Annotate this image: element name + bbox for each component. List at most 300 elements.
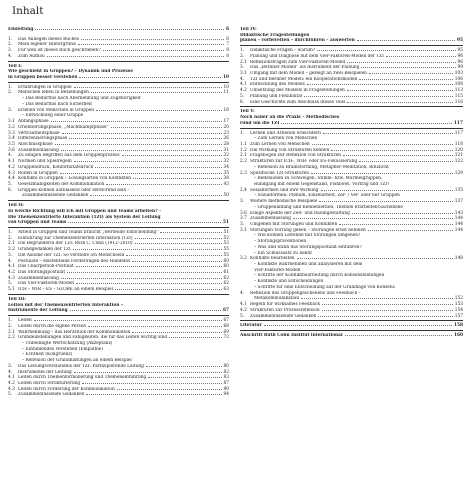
part-heading-text: Teil III: <box>8 296 26 302</box>
entry-title: Das Vier-Faktoren-Modell <box>18 281 75 287</box>
leader-dots <box>321 190 453 191</box>
entry-number: 3.6 <box>240 210 247 216</box>
entry-title: Zusammenfassende Gedanken <box>250 313 317 319</box>
leader-dots <box>73 249 222 250</box>
page-number: 61 <box>223 270 229 276</box>
part-heading <box>240 109 463 126</box>
entry-title: Umsetzung des Modells in Fragestellungen <box>250 88 345 94</box>
entry-title: Planung und Flexibilität <box>250 93 303 99</box>
toc-entry[interactable] <box>240 100 463 106</box>
entry-title: – Entwicklung einer Gruppe <box>22 113 84 119</box>
entry-number: 3. <box>240 65 245 71</box>
entry-title: Rundgang mit einem Gegenstand, Fishbowl, Vortrag und TZI? <box>254 181 390 187</box>
entry-title: Konflikte in Gruppen – Lösungsarten von Konflikten <box>18 176 132 182</box>
entry-number: 4. <box>240 76 245 82</box>
entry-number: 2.2 <box>8 335 15 341</box>
entry-title: Das „Berliner Modell“ als Instrument der Planung <box>250 65 360 71</box>
toc-entry[interactable] <box>8 392 229 398</box>
entry-number: 4.2 <box>8 380 15 386</box>
part-heading-text: planen – vorbereiten – durchführen – auswerten <box>240 38 355 44</box>
page-number: 95 <box>457 48 463 54</box>
toc-entry[interactable] <box>8 193 229 199</box>
entry-title: Leiten <box>18 318 32 324</box>
page-number: 8 <box>226 48 229 54</box>
page-number: 51 <box>223 230 229 235</box>
leader-dots <box>281 123 452 124</box>
entry-title: Störungen Vorrang geben – Störungen ernst nehmen <box>250 227 366 233</box>
entry-number: 4.4 <box>8 176 15 182</box>
entry-title: Grundgedanken der TZI <box>18 247 71 253</box>
entry-number: 4. <box>8 258 13 264</box>
entry-title: Mein eigener Hintergrund <box>18 42 76 48</box>
entry-title: – Was und wann das Störungspostulat einführen? <box>254 244 362 250</box>
leader-dots <box>146 366 222 367</box>
leader-dots <box>68 222 221 223</box>
entry-title: Zusammenfassung <box>18 147 59 153</box>
part-heading-line <box>240 121 463 127</box>
page-number: 62 <box>223 275 229 281</box>
entry-number: 3. <box>8 107 13 113</box>
leader-dots <box>368 230 453 231</box>
page-number: 6 <box>226 36 229 42</box>
entry-number: 4.2 <box>240 88 247 94</box>
leader-dots <box>133 178 222 179</box>
page-number: 11 <box>223 90 229 96</box>
entry-number: 4.1 <box>240 302 247 308</box>
entry-title: Zusammenfassende Gedanken <box>18 392 85 398</box>
entry-number: 2.4 <box>240 187 247 193</box>
entry-number: 1.2 <box>240 147 247 153</box>
section-divider <box>8 227 229 228</box>
entry-title: – Ein Schlusssatz zu nennt <box>254 250 312 256</box>
page-number: 148 <box>454 256 463 262</box>
entry-title: Das Anliegen dieses Buches <box>18 36 79 42</box>
entry-title: Umgehen mit Störungen und Konflikten <box>250 222 338 227</box>
entry-title: – Reflexion zu Brainstorming, Metapher-Meditation, Blitzlicht <box>254 164 389 170</box>
leader-dots <box>90 195 221 196</box>
entry-number: 1. <box>240 48 245 54</box>
page-number: 106 <box>454 76 463 82</box>
leader-dots <box>297 258 453 259</box>
entry-title: Lernen und Arbeiten erleichtern <box>250 130 321 136</box>
entry-title: Anfangsphase <box>18 119 49 125</box>
entry-number: 1.1 <box>240 141 247 147</box>
entry-number: 4. <box>240 290 245 296</box>
entry-title: – Wie können Leitende mit Störungen umgehen? <box>254 233 361 239</box>
page-number: 55 <box>223 252 229 258</box>
entry-number: 2.3 <box>240 170 247 176</box>
leader-dots <box>60 173 222 174</box>
entry-title: Zusammenfassung <box>18 275 59 281</box>
entry-number: 1. <box>8 318 13 324</box>
entry-title: Entwicklung des Modells <box>250 82 305 88</box>
entry-number: 3.1 <box>240 227 247 233</box>
entry-number: 3. <box>8 363 13 369</box>
leader-dots <box>322 304 453 305</box>
entry-title: Metakommunikation <box>254 296 300 302</box>
page-number: 62 <box>223 281 229 287</box>
part-heading <box>8 203 229 226</box>
entry-title: Leiten durch Förderung der Kommunikation <box>18 386 115 392</box>
page-number: 26 <box>223 136 229 142</box>
entry-number: 6. <box>240 99 245 105</box>
entry-title: – Reflexionen zu Schweigen, Stimm- bzw. Murmelgruppen, <box>254 176 383 182</box>
section-divider <box>240 106 463 107</box>
leader-dots <box>34 320 222 321</box>
entry-title: Zusammenfassung <box>250 216 291 222</box>
leader-dots <box>317 50 455 51</box>
leader-dots <box>106 184 221 185</box>
page-number: 115 <box>454 93 463 99</box>
page-number: 153 <box>454 302 463 308</box>
entry-number: 1. <box>8 36 13 42</box>
leader-dots <box>76 266 222 267</box>
page-number: 135 <box>454 187 463 193</box>
entry-title: – Zum Lernen von Menschen <box>254 136 318 142</box>
part-heading-text: Didaktische Fragestellungen <box>240 32 310 38</box>
leader-dots <box>103 50 225 51</box>
leader-dots <box>55 144 222 145</box>
leader-dots <box>311 173 453 174</box>
entry-number: 3. <box>8 48 13 54</box>
leader-dots <box>347 90 453 91</box>
leader-dots <box>126 255 221 256</box>
entry-number: 2.1 <box>8 329 15 335</box>
page-number: 53 <box>223 241 229 247</box>
leader-dots <box>304 96 452 97</box>
part-heading <box>8 64 229 81</box>
leader-dots <box>343 155 453 156</box>
entry-number: 2. <box>240 53 245 59</box>
section-divider <box>240 320 463 321</box>
entry-number: 4. <box>8 53 13 59</box>
entry-title: – Gruppenanfang und Kennenlernen, Themen erarbeiten/Sachebene <box>254 204 403 210</box>
entry-title: Planung und Diagnose mit dem Vier-Faktoren-Modell der TZI <box>250 53 384 59</box>
part-heading-text: rund um die TZI <box>240 120 280 126</box>
entry-number: 4.3 <box>8 170 15 176</box>
page-number: 129 <box>454 170 463 176</box>
page-number: 116 <box>454 99 463 105</box>
entry-title: Die Axiome der TZI: So verstehe ich Menschsein <box>18 252 125 258</box>
entry-number: 5. <box>8 281 13 287</box>
entry-title: Literatur <box>240 323 262 329</box>
page-number: 143 <box>454 210 463 216</box>
entry-title: – Reflexion der Grundhaltungen an einem Beispiel <box>22 358 132 364</box>
entry-title: – Störungspräventionen <box>254 239 307 245</box>
page-number: 95 <box>457 38 463 44</box>
entry-number: 5. <box>8 392 13 398</box>
entry-number: 3.2 <box>240 256 247 262</box>
toc-entry[interactable] <box>240 333 463 339</box>
leader-dots <box>148 377 221 378</box>
entry-number: 4.1 <box>240 82 247 88</box>
leader-dots <box>61 278 222 279</box>
leader-dots <box>74 87 222 88</box>
leader-dots <box>347 62 455 63</box>
entry-number: 4.3 <box>8 275 15 281</box>
leader-dots <box>293 218 453 219</box>
entry-title: Leiten durch die eigene Person <box>18 323 87 329</box>
leader-dots <box>386 56 456 57</box>
part-heading-text: Leiten mit der Themenzentrierten Interaktion – <box>8 302 123 308</box>
entry-title: Einführung zur Themenzentrierten Interaktion (TZI) <box>18 235 133 241</box>
page-number: 51 <box>223 220 229 226</box>
page-title: Inhalt <box>12 5 44 17</box>
entry-title: Einleitung <box>8 27 34 32</box>
leader-dots <box>122 155 222 156</box>
leader-dots <box>78 44 225 45</box>
part-heading-text: Noch näher an die Praxis – Methodisches <box>240 115 340 121</box>
page-number: 122 <box>454 159 463 165</box>
entry-title: Reflexionsfragen zum Vier-Faktoren-Modell <box>250 59 346 65</box>
leader-dots <box>369 73 453 74</box>
page-number: 154 <box>454 307 463 313</box>
page-number: 50 <box>223 193 229 199</box>
page-number: 99 <box>457 65 463 71</box>
leader-dots <box>359 79 453 80</box>
page-number: 10 <box>223 75 229 81</box>
leader-dots <box>95 167 221 168</box>
entry-title: Gesetzmäßigkeiten der Kommunikation <box>18 181 105 187</box>
leader-dots <box>96 110 222 111</box>
page-number: 144 <box>454 222 463 227</box>
entry-title: Einige Aspekte der Zeit- und Raumgestaltung <box>250 210 350 216</box>
section-divider <box>240 330 463 331</box>
leader-dots <box>322 310 453 311</box>
entry-title: – Sozialformen: Plenum, Einzelarbeit, Zer- / Ver- oder 6er Gruppen <box>254 193 400 199</box>
entry-number: 3.3 <box>8 130 15 136</box>
leader-dots <box>160 232 221 233</box>
entry-title: – Einfühlendes Verstehen (Empathie) <box>22 346 103 352</box>
leader-dots <box>76 283 221 284</box>
page-number: 35 <box>223 170 229 176</box>
page-number: 23 <box>223 130 229 136</box>
entry-title: Grundeinstellungen und Fähigkeiten, die für das Leiten wichtig sind <box>18 335 168 341</box>
page-number: 6 <box>226 27 229 32</box>
part-heading-text: Teil V: <box>240 109 255 115</box>
page-number: 160 <box>454 332 463 338</box>
leader-dots <box>74 372 222 373</box>
page-number: 144 <box>454 227 463 233</box>
section-divider <box>240 128 463 129</box>
section-divider <box>8 200 229 201</box>
page-number: 144 <box>454 216 463 222</box>
entry-number: 4.1 <box>8 264 15 270</box>
toc-entry[interactable] <box>240 323 463 329</box>
entry-number: 5.1 <box>8 287 15 293</box>
entry-number: 2. <box>8 323 13 329</box>
page-number: 55 <box>223 247 229 253</box>
entry-title: Das Störungspostulat <box>18 270 66 276</box>
entry-title: TZI und Berliner Modell: ein Kooperationsmodell <box>250 76 358 82</box>
leader-dots <box>301 298 453 299</box>
page-number: 103 <box>454 71 463 77</box>
entry-number: 4.2 <box>240 307 247 313</box>
page-number: 82 <box>223 369 229 375</box>
page-number: 94 <box>223 392 229 398</box>
page-number: 87 <box>223 380 229 386</box>
entry-title: ICH – WIR – ES – GLOBE an einem Beispiel <box>18 287 113 293</box>
entry-title: Vertrautheitsphase <box>18 130 60 136</box>
entry-title: Spezifische TZI-Strukturen <box>250 170 309 176</box>
entry-title: Fragebogen zur Reflexion von Strukturen <box>250 153 341 159</box>
entry-number: 4.2 <box>8 270 15 276</box>
entry-title: Vier-Faktoren-Modell <box>254 267 301 273</box>
page-number: 32 <box>223 153 229 159</box>
leader-dots <box>111 127 222 128</box>
page-number: 60 <box>223 264 229 270</box>
entry-number: 3.6 <box>8 147 15 153</box>
entry-number: 2.1 <box>240 153 247 159</box>
entry-title: Normen und Spielregeln <box>18 159 72 165</box>
page-number: 118 <box>454 141 463 147</box>
entry-title: Strukturen zur ICH-, WIR- oder ES-Fokussierung <box>250 159 358 165</box>
page-number: 96 <box>457 59 463 65</box>
page-number: 16 <box>223 107 229 113</box>
entry-title: Erleben von Menschen in Gruppen <box>18 107 95 113</box>
page-number: 83 <box>223 375 229 381</box>
entry-title: Zu einigen Begriffen aus dem Gruppenprozess <box>18 153 120 159</box>
entry-number: 1. <box>240 130 245 136</box>
leader-dots <box>61 150 222 151</box>
section-divider <box>8 294 229 295</box>
entry-title: Menschen leben in Beziehungen <box>18 90 89 96</box>
leader-dots <box>47 56 225 57</box>
page-number: 28 <box>223 141 229 147</box>
entry-title: Instrumente der Leitung <box>18 369 72 375</box>
leader-dots <box>331 150 453 151</box>
entry-title: Die Wirkung von Strukturen kennen <box>250 147 330 153</box>
page-number: 117 <box>454 130 463 136</box>
entry-title: Umgang mit dem Modell – gezeigt an zwei Beispielen <box>250 71 367 77</box>
entry-title: Arbeit in Gruppen und Teams braucht „werteude Entscheidung“ <box>18 230 159 235</box>
entry-title: Regeln für wirksames Feedback <box>250 302 320 308</box>
entry-title: – Konflikte und Entscheidungen <box>254 279 324 285</box>
leader-dots <box>347 102 452 103</box>
entry-title: Didaktische Fragen – warum? <box>250 48 316 54</box>
entry-title: Reflexion des Gruppengeschehens und Feedback – <box>250 290 361 296</box>
page-number: 60 <box>223 258 229 264</box>
entry-number: 2.1 <box>8 241 15 247</box>
entry-number: 1. <box>8 230 13 235</box>
entry-title: Wahrnehmung – das Herzstück der Kommunikation <box>18 329 131 335</box>
page-number: 32 <box>223 159 229 165</box>
leader-dots <box>51 121 222 122</box>
part-heading-line <box>8 75 229 81</box>
part-heading <box>8 297 229 314</box>
entry-number: 2. <box>8 42 13 48</box>
part-heading-text: Teil I: <box>8 63 22 69</box>
entry-title: – Echtheit (Kongruenz) <box>22 352 73 358</box>
entry-title: Die Begründerin der TZI: Ruth C. Cohn (1912–2010) <box>18 241 133 247</box>
page-number: 90 <box>223 386 229 392</box>
section-divider <box>8 315 229 316</box>
page-number: 121 <box>454 153 463 159</box>
entry-number: 5. <box>240 313 245 319</box>
part-heading-line <box>8 308 229 314</box>
page-number: 8 <box>226 53 229 59</box>
page-number: 68 <box>223 323 229 329</box>
entry-title: Gruppen können aufblasend oder zerstörend sein – <box>18 187 130 193</box>
page-number: 67 <box>223 308 229 314</box>
part-heading-text: Teil IV: <box>240 27 257 32</box>
entry-title: Erfahrungen in Gruppen <box>18 84 72 90</box>
entry-title: – Schritte für eine Entscheidung auf der Grundlage von Konsens <box>254 284 395 290</box>
entry-title: Gruppendruck, Konformitätsdruck <box>18 164 94 170</box>
page-number: 52 <box>223 235 229 241</box>
page-number: 31 <box>223 147 229 153</box>
entry-number: 3.4 <box>8 136 15 142</box>
entry-number: 4.1 <box>8 375 15 381</box>
entry-number: 5. <box>240 93 245 99</box>
page-number: 72 <box>223 335 229 341</box>
leader-dots <box>35 29 224 30</box>
page-number: 38 <box>223 176 229 182</box>
entry-title: Zum Aufbau <box>18 53 45 59</box>
entry-title: Abschlussphase <box>18 141 53 147</box>
entry-title: Leiten durch Themenformulierung und Themeneinführung <box>18 375 147 381</box>
toc-entry[interactable] <box>8 287 229 293</box>
page-number: 63 <box>223 287 229 293</box>
toc-entry[interactable] <box>240 314 463 320</box>
page-number: 20 <box>223 124 229 130</box>
leader-dots <box>135 238 222 239</box>
page-number: 67 <box>223 318 229 324</box>
leader-dots <box>81 39 224 40</box>
part-heading-text: Die Themenzentrierte Interaktion (TZI) als System der Leitung <box>8 214 161 220</box>
section-divider <box>240 45 463 46</box>
entry-title: Leiten durch Strukturierung <box>18 380 81 386</box>
entry-number: 2. <box>8 235 13 241</box>
leader-dots <box>69 138 221 139</box>
page-number: 158 <box>454 323 463 329</box>
part-heading-text: Wie geschieht in Gruppen? – Dynamik und Prozesse <box>8 69 133 75</box>
leader-dots <box>264 325 452 326</box>
page-number: 17 <box>223 119 229 125</box>
section-divider <box>8 82 229 83</box>
toc-column-right <box>240 27 463 339</box>
leader-dots <box>117 389 222 390</box>
leader-dots <box>74 161 222 162</box>
entry-number: 2.2 <box>240 159 247 165</box>
entry-number: 3. <box>240 222 245 227</box>
part-heading-text: von Gruppen und Teams <box>8 220 67 226</box>
part-heading-text: Teil II: <box>8 203 24 209</box>
part-heading-text: In welche Richtung will ich mit Gruppen und Teams arbeiten? – <box>8 208 162 214</box>
entry-number: 3. <box>240 199 245 205</box>
entry-number: 4. <box>8 153 13 159</box>
entry-title: Für wen ist dieses Buch geschrieben? <box>18 48 101 54</box>
page-number: 7 <box>226 42 229 48</box>
entry-number: 3. <box>8 252 13 258</box>
page-number: 34 <box>223 164 229 170</box>
page-number: 152 <box>454 296 463 302</box>
entry-number: 3.5 <box>8 141 15 147</box>
leader-dots <box>318 316 452 317</box>
part-heading-text: in Gruppen besser verstehen <box>8 75 78 81</box>
leader-dots <box>352 213 453 214</box>
entry-number: 3.2 <box>8 124 15 130</box>
entry-title: Differenzierungsphase <box>18 136 68 142</box>
leader-dots <box>339 224 453 225</box>
entry-number: 1. <box>8 84 13 90</box>
page-number: 69 <box>223 329 229 335</box>
toc-entry[interactable] <box>8 54 229 60</box>
leader-dots <box>91 92 222 93</box>
leader-dots <box>67 272 221 273</box>
entry-number: 2. <box>8 90 13 96</box>
page-number: 157 <box>454 313 463 319</box>
